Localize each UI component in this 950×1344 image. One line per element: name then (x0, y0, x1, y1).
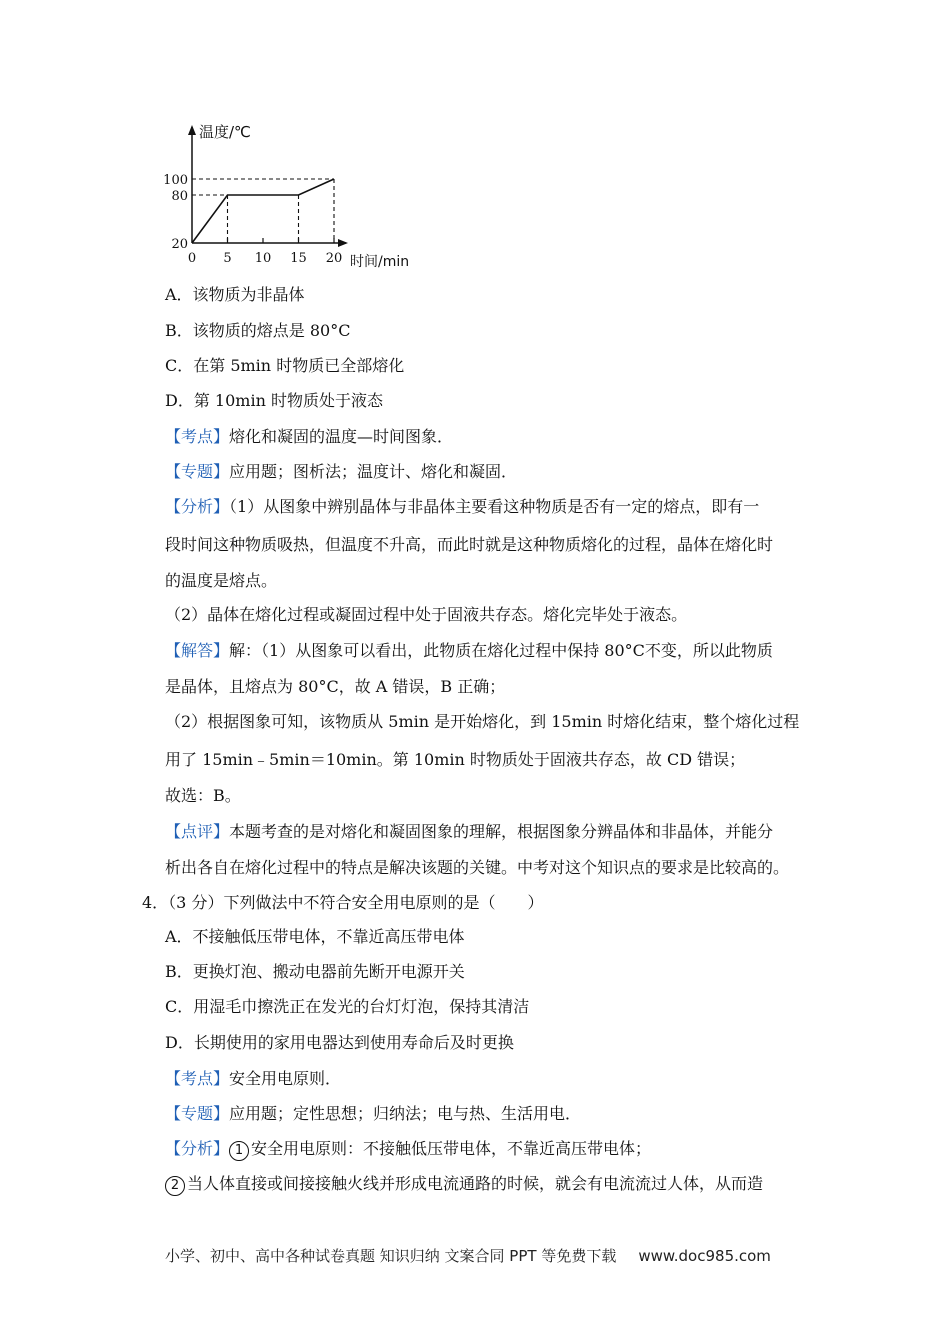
x-tick-label: 15 (290, 251, 307, 266)
q3-kaodian (165, 427, 453, 447)
x-tick-label: 10 (254, 251, 272, 266)
q3-fenxi-4: （2）晶体在熔化过程或凝固过程中处于固液共存态。熔化完毕处于液态。 (165, 605, 688, 624)
series-line (192, 179, 334, 243)
fenxi-text: 安全用电原则：不接触低压带电体，不靠近高压带电体； (251, 1139, 652, 1158)
x-tick-label: 5 (223, 251, 232, 266)
q4-fenxi-1 (165, 1139, 651, 1161)
x-axis-label: 时间/min (350, 254, 410, 270)
kaodian-tag: 【考点】 (165, 427, 230, 446)
q4-option-d: D．长期使用的家用电器达到使用寿命后及时更换 (165, 1033, 514, 1052)
q3-zhuanti (165, 462, 517, 482)
y-tick-label: 20 (171, 237, 188, 252)
zhuanti-tag: 【专题】 (165, 1104, 230, 1123)
q3-option-b: B．该物质的熔点是 80°C (165, 321, 351, 340)
q4-option-a: A．不接触低压带电体，不靠近高压带电体 (165, 927, 465, 946)
footer-text: 小学、初中、高中各种试卷真题 知识归纳 文案合同 PPT 等免费下载 (165, 1247, 617, 1265)
fenxi-text: （1）从图象中辨别晶体与非晶体主要看这种物质是否有一定的熔点，即有一 (229, 497, 760, 516)
x-tick-label: 20 (325, 251, 343, 266)
q3-dianping-2: 析出各自在熔化过程中的特点是解决该题的关键。中考对这个知识点的要求是比较高的。 (165, 858, 790, 877)
circled-number-1: 1 (229, 1141, 249, 1161)
x-axis-arrow (338, 239, 348, 247)
jieda-tag: 【解答】 (165, 641, 230, 660)
x-tick-label: 0 (187, 251, 197, 266)
jieda-text: 解：（1）从图象可以看出，此物质在熔化过程中保持 80°C不变，所以此物质 (229, 641, 773, 660)
q3-fenxi-2: 段时间这种物质吸热，但温度不升高，而此时就是这种物质熔化的过程，晶体在熔化时 (165, 535, 774, 554)
q4-option-b: B．更换灯泡、搬动电器前先断开电源开关 (165, 962, 465, 981)
temperature-time-chart (162, 115, 432, 275)
fenxi-tag: 【分析】 (165, 497, 230, 516)
kaodian-tag: 【考点】 (165, 1069, 230, 1088)
q3-jieda-1 (165, 641, 773, 661)
q4-question: 4．（3 分）下列做法中不符合安全用电原则的是（ ） (142, 893, 544, 912)
zhuanti-text: 应用题；定性思想；归纳法；电与热、生活用电． (229, 1104, 582, 1123)
zhuanti-tag: 【专题】 (165, 462, 230, 481)
q3-jieda-3: （2）根据图象可知，该物质从 5min 是开始熔化，到 15min 时熔化结束，整个熔化过程 (165, 712, 800, 731)
footer-url[interactable]: www.doc985.com (638, 1247, 771, 1265)
q4-fenxi-2 (165, 1174, 763, 1196)
fenxi-tag: 【分析】 (165, 1139, 230, 1158)
q3-dianping-1 (165, 822, 773, 842)
q3-option-a: A．该物质为非晶体 (165, 285, 305, 304)
dianping-tag: 【点评】 (165, 822, 230, 841)
y-axis-label: 温度/℃ (199, 123, 251, 141)
zhuanti-text: 应用题；图析法；温度计、熔化和凝固． (229, 462, 518, 481)
q3-option-d: D．第 10min 时物质处于液态 (165, 391, 383, 410)
dianping-text: 本题考查的是对熔化和凝固图象的理解，根据图象分辨晶体和非晶体，并能分 (229, 822, 774, 841)
y-axis-arrow (188, 125, 196, 135)
q4-kaodian (165, 1069, 341, 1089)
footer (165, 1245, 771, 1266)
q3-fenxi-3: 的温度是熔点。 (165, 571, 278, 590)
q3-option-c: C．在第 5min 时物质已全部熔化 (165, 356, 405, 375)
q3-fenxi-1 (165, 497, 759, 517)
q3-jieda-5: 故选：B。 (165, 786, 241, 805)
q3-jieda-2: 是晶体，且熔点为 80°C，故 A 错误，B 正确； (165, 677, 506, 696)
kaodian-text: 熔化和凝固的温度—时间图象． (229, 427, 454, 446)
fenxi-text: 当人体直接或间接接触火线并形成电流通路的时候，就会有电流流过人体，从而造 (187, 1174, 764, 1193)
y-tick-label: 100 (163, 173, 188, 188)
q4-zhuanti (165, 1104, 581, 1124)
q3-jieda-4: 用了 15min﹣5min＝10min。第 10min 时物质处于固液共存态，故 CD 错误； (165, 750, 746, 769)
q4-option-c: C．用湿毛巾擦洗正在发光的台灯灯泡，保持其清洁 (165, 997, 530, 1016)
y-tick-label: 80 (171, 189, 188, 204)
kaodian-text: 安全用电原则． (229, 1069, 342, 1088)
circled-number-2: 2 (165, 1176, 185, 1196)
